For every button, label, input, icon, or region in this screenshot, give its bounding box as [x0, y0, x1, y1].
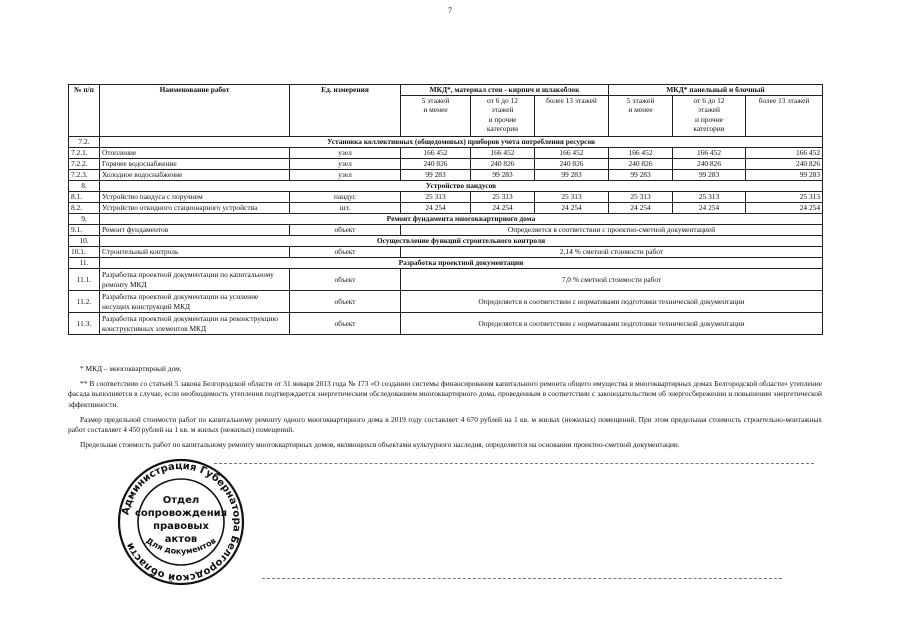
cost-value: 240 826	[746, 159, 823, 170]
work-name: Строительный контроль	[100, 247, 290, 258]
table-row	[69, 313, 823, 335]
stamp	[116, 457, 246, 587]
merged-value: Определяется в соответствии с нормативами подготовки технической документации	[401, 313, 823, 335]
section-title: Ремонт фундамента многоквартирного дома	[100, 214, 823, 225]
cost-value: 24 254	[746, 203, 823, 214]
page-number: 7	[448, 6, 452, 15]
section-title: Осуществление функций строительного контроля	[100, 236, 823, 247]
note-law: ** В соответствии со статьей 5 закона Белгородской области от 31 января 2013 года № 173 «О создании системы финансирования капитального ремонта общего имущества в многоквартирных домах Белгородской области» утепление фасада выполняется в случае, если необходимость утепления подтверждается энергетическим обследованием многоквартирного дома, проведенным в соответствии с законодательством об энергосбережении и повышении энергетической эффективности.	[68, 379, 822, 409]
stamp-line: актов	[164, 534, 198, 545]
cost-value: 240 826	[471, 159, 535, 170]
unit: пандус	[290, 192, 401, 203]
subheader-floors-1: 5 этажей и менее	[609, 96, 673, 137]
work-name: Холодное водоснабжение	[100, 170, 290, 181]
note-mkd: * МКД – многоквартирный дом.	[80, 364, 182, 373]
stamp-ring-text: Администрация Губернатора Белгородской области	[120, 460, 243, 584]
cost-value: 24 254	[471, 203, 535, 214]
row-number: 10.1.	[69, 247, 100, 258]
row-number: 11.	[69, 258, 100, 269]
work-name: Разработка проектной документации по капитальному ремонту МКД	[100, 269, 290, 291]
subheader-floors-1: 5 этажей и менее	[401, 96, 471, 137]
unit: объект	[290, 269, 401, 291]
cost-value: 99 283	[401, 170, 471, 181]
header-unit: Ед. измерения	[290, 85, 401, 137]
header-num: № п/п	[69, 85, 100, 137]
scan-line	[214, 463, 814, 464]
work-name: Отопление	[100, 148, 290, 159]
row-number: 10.	[69, 236, 100, 247]
scan-line	[262, 578, 782, 579]
notes	[68, 364, 822, 456]
cost-value: 25 313	[535, 192, 609, 203]
cost-value: 99 283	[746, 170, 823, 181]
section-row	[69, 258, 823, 269]
work-name: Разработка проектной документации на реконструкцию конструктивных элементов МКД	[100, 313, 290, 335]
unit: объект	[290, 291, 401, 313]
cost-value: 240 826	[609, 159, 673, 170]
section-title: Разработка проектной документации	[100, 258, 823, 269]
cost-value: 166 452	[673, 148, 746, 159]
work-name: Разработка проектной документации на усиление несущих конструкций МКД	[100, 291, 290, 313]
cost-value: 24 254	[535, 203, 609, 214]
merged-value: Определяется в соответствии с проектно-сметной документацией	[401, 225, 823, 236]
table-row	[69, 192, 823, 203]
cost-value: 25 313	[609, 192, 673, 203]
row-number: 8.1.	[69, 192, 100, 203]
cost-value: 24 254	[401, 203, 471, 214]
cost-value: 25 313	[673, 192, 746, 203]
stamp-line: сопровождения	[134, 508, 228, 519]
cost-value: 240 826	[401, 159, 471, 170]
work-name: Ремонт фундаментов	[100, 225, 290, 236]
table-row	[69, 269, 823, 291]
row-number: 9.1.	[69, 225, 100, 236]
cost-table	[68, 84, 823, 335]
cost-value: 166 452	[471, 148, 535, 159]
note-cost-2019: Размер предельной стоимости работ по капитальному ремонту одного многоквартирного дома в 2019 году составляет 4 670 рублей на 1 кв. м жилых (нежилых) помещений. При этом предельная стоимость строительно-монтажных работ составляет 4 450 рублей на 1 кв. м жилых (нежилых) помещений.	[68, 414, 822, 435]
work-name: Горячее водоснабжение	[100, 159, 290, 170]
row-number: 11.3.	[69, 313, 100, 335]
cost-value: 99 283	[535, 170, 609, 181]
section-row	[69, 137, 823, 148]
stamp-line: правовых	[153, 521, 209, 532]
stamp-bottom-text: Для документов	[144, 536, 218, 557]
table-row	[69, 148, 823, 159]
table-body	[69, 85, 823, 335]
cost-value: 24 254	[609, 203, 673, 214]
unit: объект	[290, 313, 401, 335]
unit: узел	[290, 159, 401, 170]
header-row	[69, 85, 823, 96]
unit: узел	[290, 148, 401, 159]
section-title: Установка коллективных (общедомовых) приборов учета потребления ресурсов	[100, 137, 823, 148]
header-group-panel: МКД* панельный и блочный	[609, 85, 823, 96]
subheader-floors-2: от 6 до 12 этажей и прочие категории	[673, 96, 746, 137]
section-title: Устройство пандусов	[100, 181, 823, 192]
unit: объект	[290, 247, 401, 258]
cost-value: 240 826	[535, 159, 609, 170]
cost-value: 99 283	[673, 170, 746, 181]
row-number: 9.	[69, 214, 100, 225]
table-row	[69, 291, 823, 313]
merged-value: 2,14 % сметной стоимости работ	[401, 247, 823, 258]
cost-value: 24 254	[673, 203, 746, 214]
header-group-brick: МКД*, материал стен - кирпич и шлакоблок	[401, 85, 609, 96]
table-row	[69, 159, 823, 170]
cost-value: 99 283	[471, 170, 535, 181]
row-number: 7.2.	[69, 137, 100, 148]
work-name: Устройство откидного стационарного устройства	[100, 203, 290, 214]
subheader-floors-3: более 13 этажей	[746, 96, 823, 137]
section-row	[69, 181, 823, 192]
merged-value: 7,0 % сметной стоимости работ	[401, 269, 823, 291]
subheader-floors-3: более 13 этажей	[535, 96, 609, 137]
table-row	[69, 203, 823, 214]
cost-value: 25 313	[746, 192, 823, 203]
table-row	[69, 170, 823, 181]
header-name: Наименование работ	[100, 85, 290, 137]
cost-value: 25 313	[471, 192, 535, 203]
row-number: 7.2.1.	[69, 148, 100, 159]
cost-value: 240 826	[673, 159, 746, 170]
row-number: 8.2.	[69, 203, 100, 214]
stamp-line: Отдел	[162, 495, 200, 506]
work-name: Устройство пандуса с поручнем	[100, 192, 290, 203]
cost-value: 166 452	[535, 148, 609, 159]
row-number: 11.2.	[69, 291, 100, 313]
row-number: 11.1.	[69, 269, 100, 291]
table-row	[69, 225, 823, 236]
note-heritage: Предельная стоимость работ по капитальному ремонту многоквартирных домов, являющихся объектами культурного наследия, определяется на основании проектно-сметной документации.	[80, 440, 680, 450]
section-row	[69, 236, 823, 247]
subheader-floors-2: от 6 до 12 этажей и прочие категории	[471, 96, 535, 137]
cost-value: 166 452	[609, 148, 673, 159]
merged-value: Определяется в соответствии с нормативами подготовки технической документации	[401, 291, 823, 313]
table-row	[69, 247, 823, 258]
unit: шт.	[290, 203, 401, 214]
row-number: 7.2.3.	[69, 170, 100, 181]
row-number: 8.	[69, 181, 100, 192]
cost-value: 166 452	[401, 148, 471, 159]
unit: узел	[290, 170, 401, 181]
cost-value: 99 283	[609, 170, 673, 181]
cost-value: 166 452	[746, 148, 823, 159]
unit: объект	[290, 225, 401, 236]
row-number: 7.2.2.	[69, 159, 100, 170]
cost-value: 25 313	[401, 192, 471, 203]
section-row	[69, 214, 823, 225]
